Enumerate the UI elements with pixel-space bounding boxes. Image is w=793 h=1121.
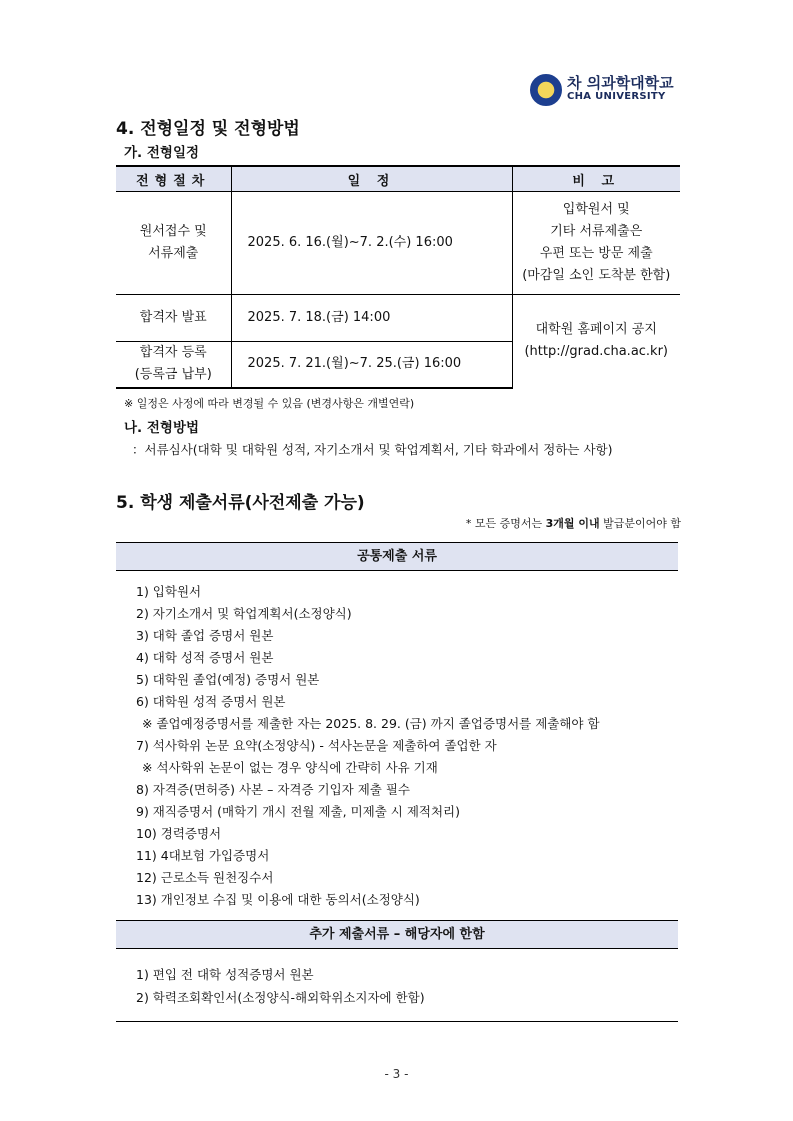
list-item: 12) 근로소득 원천징수서 [136, 870, 274, 885]
documents-validity-note [466, 515, 681, 531]
subsection-a-title: 가. 전형일정 [124, 145, 200, 161]
logo-name-english: CHA UNIVERSITY [567, 91, 666, 102]
list-item: 3) 대학 졸업 증명서 원본 [136, 628, 274, 643]
university-logo [530, 72, 690, 106]
table-header-row [116, 166, 680, 192]
list-item: 8) 자격증(면허증) 사본 – 자격증 기입자 제출 필수 [136, 782, 410, 797]
note-emphasis: 3개월 이내 [545, 517, 600, 530]
list-item: 5) 대학원 졸업(예정) 증명서 원본 [136, 672, 320, 687]
list-item: 4) 대학 성적 증명서 원본 [136, 650, 274, 665]
date-cell: 2025. 7. 18.(금) 14:00 [231, 295, 512, 342]
list-item: 2) 학력조회확인서(소정양식-해외학위소지자에 한함) [136, 990, 425, 1005]
header-step: 전형절차 [116, 166, 231, 192]
note-line: (마감일 소인 도착분 한함) [522, 268, 671, 283]
step-line: 원서접수 및 [139, 224, 207, 239]
page-number: - 3 - [384, 1067, 409, 1081]
list-note: ※ 석사학위 논문이 없는 경우 양식에 간략히 사유 기재 [142, 760, 438, 775]
step-cell [116, 342, 231, 388]
subsection-b-title: 나. 전형방법 [124, 420, 200, 436]
list-item: 2) 자기소개서 및 학업계획서(소정양식) [136, 606, 352, 621]
section-4-title: 4. 전형일정 및 전형방법 [116, 119, 300, 139]
schedule-table [116, 165, 680, 389]
header-note: 비 고 [512, 166, 680, 192]
additional-documents-box [116, 920, 678, 1022]
table-row [116, 192, 680, 295]
step-line: 서류제출 [148, 246, 199, 261]
note-line: 우편 또는 방문 제출 [539, 246, 653, 261]
list-item: 9) 재직증명서 (매학기 개시 전월 제출, 미제출 시 제적처리) [136, 804, 460, 819]
logo-name-korean: 차 의과학대학교 [567, 74, 674, 92]
selection-method: ：서류심사(대학 및 대학원 성적, 자기소개서 및 학업계획서, 기타 학과에서 정하는 사항) [132, 442, 613, 457]
common-documents-title: 공통제출 서류 [116, 542, 678, 571]
list-item: 1) 편입 전 대학 성적증명서 원본 [136, 967, 314, 982]
note-line: (http://grad.cha.ac.kr) [524, 344, 669, 360]
note-text: 발급분이어야 함 [599, 517, 681, 530]
table-row [116, 295, 680, 342]
list-item: 7) 석사학위 논문 요약(소정양식) - 석사논문을 제출하여 졸업한 자 [136, 738, 497, 753]
note-line: 입학원서 및 [562, 202, 630, 217]
step-line: 합격자 등록 [139, 345, 207, 361]
note-text: * 모든 증명서는 [465, 517, 546, 530]
common-documents-box [116, 542, 678, 922]
note-cell [512, 295, 680, 388]
list-item: 10) 경력증명서 [136, 826, 222, 841]
step-cell [116, 192, 231, 295]
step-cell: 합격자 발표 [116, 295, 231, 342]
header-date: 일 정 [231, 166, 512, 192]
note-cell [512, 192, 680, 295]
list-item: 1) 입학원서 [136, 584, 202, 599]
note-line: 기타 서류제출은 [550, 224, 643, 239]
section-5-title: 5. 학생 제출서류(사전제출 가능) [116, 493, 365, 513]
list-item: 11) 4대보험 가입증명서 [136, 848, 270, 863]
university-seal-icon [530, 74, 562, 106]
date-cell: 2025. 6. 16.(월)~7. 2.(수) 16:00 [231, 192, 512, 295]
additional-documents-title: 추가 제출서류 – 해당자에 한함 [116, 920, 678, 949]
date-cell: 2025. 7. 21.(월)~7. 25.(금) 16:00 [231, 342, 512, 388]
list-item: 13) 개인정보 수집 및 이용에 대한 동의서(소정양식) [136, 892, 420, 907]
list-item: 6) 대학원 성적 증명서 원본 [136, 694, 286, 709]
table-footnote: ※ 일정은 사정에 따라 변경될 수 있음 (변경사항은 개별연락) [124, 397, 415, 410]
list-note: ※ 졸업예정증명서를 제출한 자는 2025. 8. 29. (금) 까지 졸업증명서를 제출해야 함 [142, 716, 600, 731]
step-line: (등록금 납부) [134, 367, 212, 383]
note-line: 대학원 홈페이지 공지 [535, 322, 657, 338]
